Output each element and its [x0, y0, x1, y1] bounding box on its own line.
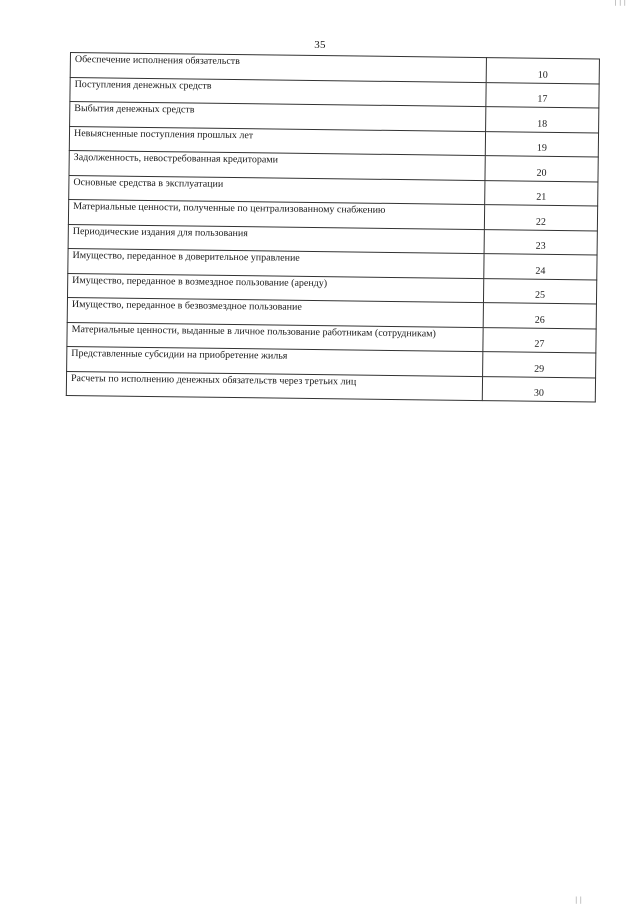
scan-corner-mark-bottom: | | — [575, 896, 582, 904]
row-code: 23 — [484, 229, 597, 255]
row-code: 17 — [486, 82, 599, 108]
row-name: Периодические издания для пользования — [68, 224, 484, 254]
row-code: 18 — [486, 107, 599, 133]
off-balance-accounts-table — [66, 52, 600, 402]
row-name: Имущество, переданное в доверительное управление — [68, 248, 484, 278]
table-row — [66, 371, 595, 402]
table-body — [66, 53, 599, 402]
row-code: 20 — [485, 156, 598, 182]
row-code: 21 — [485, 180, 598, 206]
row-name: Невыясненные поступления прошлых лет — [69, 126, 485, 156]
row-name: Выбытия денежных средств — [70, 102, 486, 132]
row-name: Материальные ценности, полученные по централизованному снабжению — [68, 199, 484, 229]
row-code: 25 — [483, 278, 596, 304]
row-code: 24 — [484, 254, 597, 280]
scan-corner-mark-top: | | | — [614, 0, 626, 6]
row-code: 19 — [485, 131, 598, 157]
accounts-table-container — [66, 52, 600, 402]
row-code: 10 — [486, 58, 599, 84]
row-name: Представленные субсидии на приобретение жилья — [67, 346, 483, 376]
page-number: 35 — [314, 39, 326, 51]
row-code: 22 — [484, 205, 597, 231]
row-code: 29 — [483, 352, 596, 378]
row-code: 27 — [483, 327, 596, 353]
row-name: Материальные ценности, выданные в личное пользование работникам (сотрудникам) — [67, 322, 483, 352]
row-name: Расчеты по исполнению денежных обязательств через третьих лиц — [66, 371, 482, 401]
row-name: Имущество, переданное в возмездное пользование (аренду) — [68, 273, 484, 303]
row-name: Обеспечение исполнения обязательств — [70, 53, 486, 83]
row-name: Поступления денежных средств — [70, 77, 486, 107]
row-name: Имущество, переданное в безвозмездное пользование — [67, 297, 483, 327]
row-name: Основные средства в эксплуатации — [69, 175, 485, 205]
row-code: 26 — [483, 303, 596, 329]
row-name: Задолженность, невостребованная кредиторами — [69, 150, 485, 180]
row-code: 30 — [482, 376, 595, 402]
